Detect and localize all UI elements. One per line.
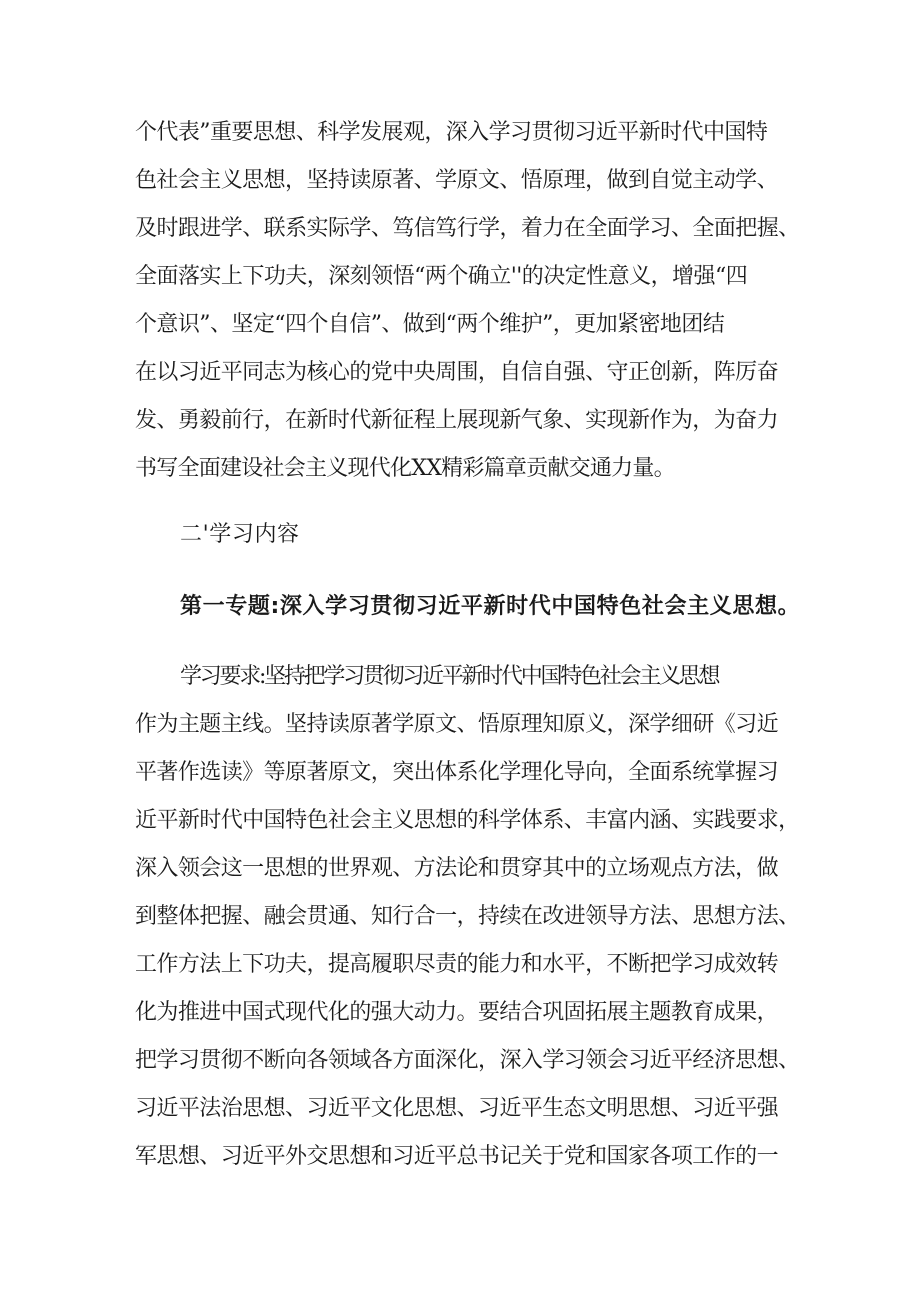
section-heading: 二'学习内容 bbox=[180, 522, 300, 547]
paragraph2-line: 把学习贯彻不断向各领域各方面深化，深入学习领会习近平经济思想、 bbox=[135, 1048, 800, 1073]
paragraph2-line: 近平新时代中国特色社会主义思想的科学体系、丰富内涵、实践要求， bbox=[135, 808, 800, 833]
paragraph2-line: 到整体把握、融会贯通、知行合一，持续在改进领导方法、思想方法、 bbox=[135, 904, 800, 929]
topic-heading: 第一专题:深入学习贯彻习近平新时代中国特色社会主义思想。 bbox=[180, 594, 801, 619]
paragraph2-line: 军思想、习近平外交思想和习近平总书记关于党和国家各项工作的一 bbox=[135, 1144, 779, 1169]
paragraph1-line: 书写全面建设社会主义现代化XX精彩篇章贡献交通力量。 bbox=[135, 456, 675, 481]
paragraph1-line: 发、勇毅前行，在新时代新征程上展现新气象、实现新作为，为奋力 bbox=[135, 408, 779, 433]
paragraph1-line: 个代表”重要思想、科学发展观，深入学习贯彻习近平新时代中国特 bbox=[135, 120, 768, 145]
paragraph2-line: 工作方法上下功夫，提高履职尽责的能力和水平，不断把学习成效转 bbox=[135, 952, 779, 977]
paragraph2-line: 学习要求:坚持把学习贯彻习近平新时代中国特色社会主义思想 bbox=[180, 664, 719, 689]
paragraph2-line: 深入领会这一思想的世界观、方法论和贯穿其中的立场观点方法，做 bbox=[135, 856, 779, 881]
paragraph1-line: 在以习近平同志为核心的党中央周围，自信自强、守正创新，阵厉奋 bbox=[135, 360, 779, 385]
paragraph2-line: 平著作选读》等原著原文，突出体系化学理化导向，全面系统掌握习 bbox=[135, 760, 779, 785]
paragraph1-line: 全面落实上下功夫，深刻领悟“两个确立''的决定性意义，增强“四 bbox=[135, 264, 748, 289]
paragraph1-line: 个意识”、坚定“四个自信”、做到“两个维护”，更加紧密地团结 bbox=[135, 312, 725, 337]
paragraph1-line: 及时跟进学、联系实际学、笃信笃行学，着力在全面学习、全面把握、 bbox=[135, 216, 800, 241]
paragraph2-line: 化为推进中国式现代化的强大动力。要结合巩固拓展主题教育成果， bbox=[135, 1000, 779, 1025]
paragraph2-line: 习近平法治思想、习近平文化思想、习近平生态文明思想、习近平强 bbox=[135, 1096, 779, 1121]
paragraph2-line: 作为主题主线。坚持读原著学原文、悟原理知原义，深学细研《习近 bbox=[135, 712, 779, 737]
paragraph1-line: 色社会主义思想，坚持读原著、学原文、悟原理，做到自觉主动学、 bbox=[135, 168, 779, 193]
